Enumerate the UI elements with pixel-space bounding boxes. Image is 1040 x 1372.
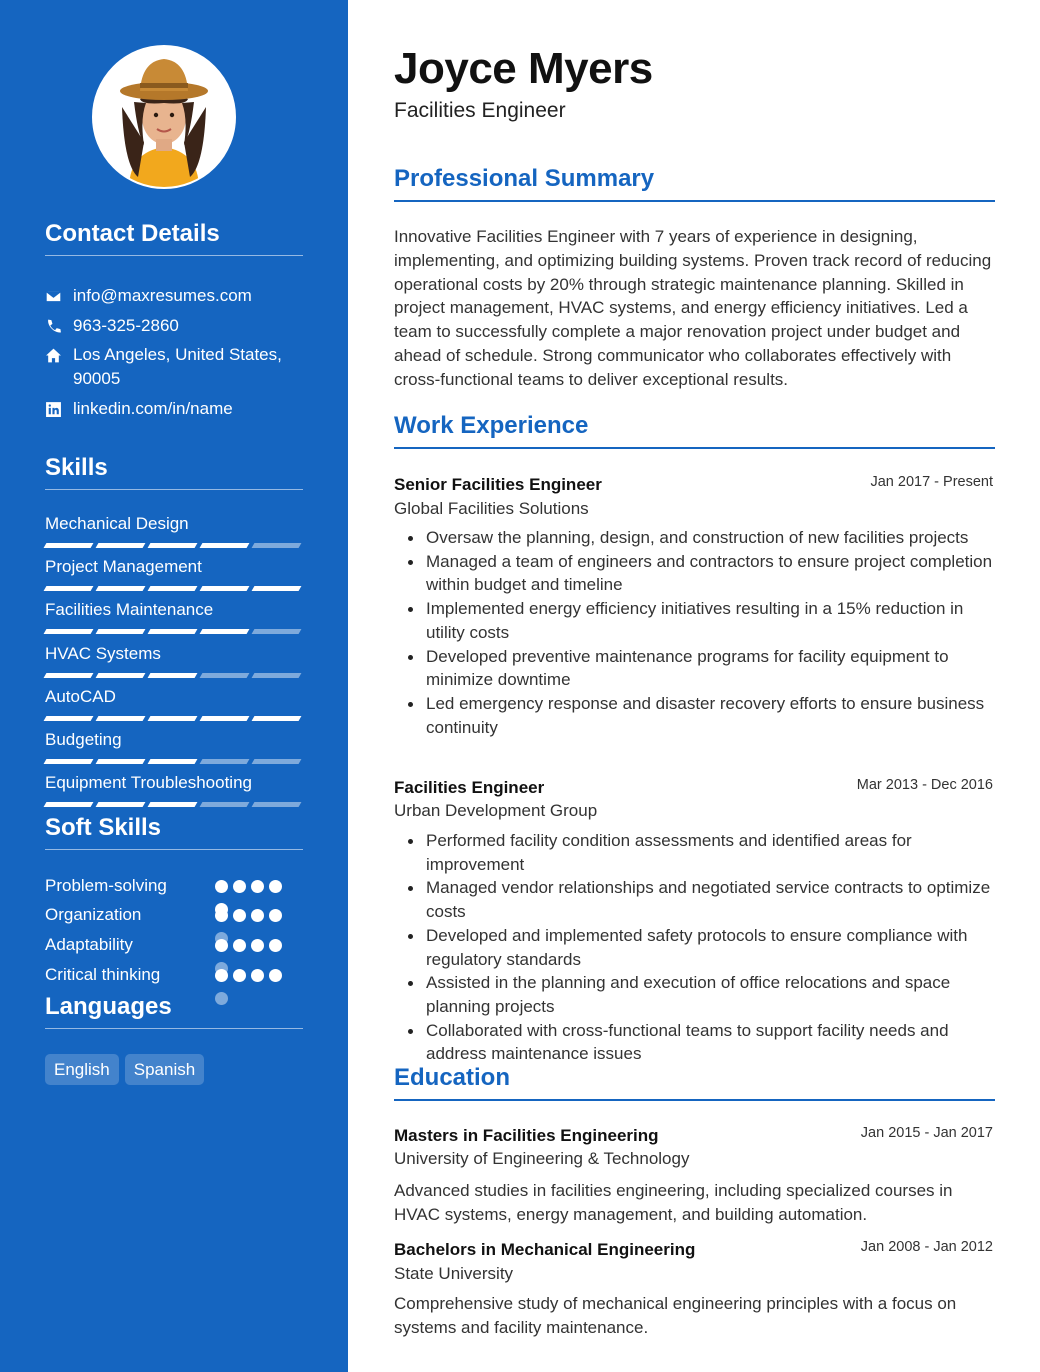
skill-level-segment [200,543,250,548]
summary-heading: Professional Summary [394,166,995,202]
skills-heading: Skills [45,455,303,490]
skill-level-segment [148,802,198,807]
sidebar [0,0,348,1372]
phone-icon [45,314,73,338]
skill-level-segment [148,759,198,764]
degree-description: Comprehensive study of mechanical engineering principles with a focus on systems and facility maintenance. [394,1294,957,1337]
contact-address-text: Los Angeles, United States, 90005 [73,345,282,388]
school-name: State University [394,1264,514,1283]
skill-item [45,729,303,764]
skill-level-segment [200,586,250,591]
list-item: Performed facility condition assessments and identified areas for improvement [394,829,995,876]
skill-level-segment [96,802,146,807]
soft-skill-name: Critical thinking [45,965,161,984]
job-bullets [394,526,995,739]
rating-dot [233,880,246,893]
skill-level-segment [96,629,146,634]
school-name: University of Engineering & Technology [394,1149,690,1168]
degree-dates: Jan 2008 - Jan 2012 [860,1239,993,1255]
rating-dot [269,880,282,893]
rating-dot [215,969,228,982]
skill-name: Project Management [45,557,202,576]
list-item: Implemented energy efficiency initiatives resulting in a 15% reduction in utility costs [394,597,995,644]
job-title: Facilities Engineer [394,778,545,797]
skill-level-segment [252,802,302,807]
home-icon [45,343,73,367]
skill-level-segment [96,673,146,678]
list-item: Developed preventive maintenance programs for facility equipment to minimize downtime [394,645,995,692]
rating-dot [269,939,282,952]
degree-dates: Jan 2015 - Jan 2017 [860,1125,993,1141]
skill-level-bar [45,586,303,591]
list-item: Developed and implemented safety protocols to ensure compliance with regulatory standards [394,924,995,971]
skill-level-segment [252,543,302,548]
skill-name: Mechanical Design [45,514,189,533]
rating-dot [251,909,264,922]
skill-level-bar [45,673,303,678]
list-item: Assisted in the planning and execution of office relocations and space planning projects [394,971,995,1018]
skill-level-segment [200,802,250,807]
list-item: Oversaw the planning, design, and construction of new facilities projects [394,526,995,550]
skill-item [45,513,303,548]
job-company: Global Facilities Solutions [394,499,589,518]
skill-level-bar [45,543,303,548]
soft-skill-name: Organization [45,905,142,924]
languages-heading: Languages [45,994,303,1029]
skill-item [45,599,303,634]
rating-dot [233,939,246,952]
skill-level-segment [200,673,250,678]
list-item: Managed vendor relationships and negotiated service contracts to optimize costs [394,876,995,923]
degree-description: Advanced studies in facilities engineering, including specialized courses in HVAC systems, energy management, and building automation. [394,1181,953,1224]
skill-level-segment [148,629,198,634]
skill-level-segment [148,586,198,591]
skill-level-segment [44,802,94,807]
profile-photo [94,47,234,187]
skill-level-segment [252,586,302,591]
soft-skill-name: Adaptability [45,935,133,954]
avatar [92,45,236,189]
job-title: Senior Facilities Engineer [394,475,602,494]
soft-skills-heading: Soft Skills [45,815,303,850]
skill-level-bar [45,802,303,807]
job-bullets [394,829,995,1066]
list-item: Led emergency response and disaster recovery efforts to ensure business continuity [394,692,995,739]
rating-dot [233,909,246,922]
rating-dot [269,969,282,982]
job-dates: Jan 2017 - Present [870,474,993,490]
contact-email-text: info@maxresumes.com [73,286,252,305]
skill-level-segment [44,543,94,548]
language-tag: Spanish [125,1054,204,1085]
skill-level-segment [148,716,198,721]
skill-level-segment [96,543,146,548]
skill-level-bar [45,716,303,721]
language-tag: English [45,1054,119,1085]
rating-dot [215,939,228,952]
soft-skill-item [45,874,303,898]
skill-item [45,772,303,807]
rating-dot [251,880,264,893]
soft-skill-item [45,903,303,927]
skill-level-segment [96,716,146,721]
rating-dot [215,880,228,893]
skill-item [45,686,303,721]
degree-title: Bachelors in Mechanical Engineering [394,1240,696,1259]
soft-skill-name: Problem-solving [45,876,167,895]
skill-level-segment [252,629,302,634]
degree-title: Masters in Facilities Engineering [394,1126,659,1145]
skill-name: Equipment Troubleshooting [45,773,252,792]
skill-level-segment [44,673,94,678]
skill-name: Facilities Maintenance [45,600,214,619]
rating-dot [215,909,228,922]
rating-dot [251,939,264,952]
contact-phone[interactable] [45,314,303,338]
skill-level-segment [252,673,302,678]
skill-level-segment [148,543,198,548]
skill-level-segment [200,716,250,721]
languages-list [45,1054,204,1085]
experience-heading: Work Experience [394,413,995,449]
skill-level-segment [200,759,250,764]
skill-level-segment [252,716,302,721]
skill-level-bar [45,759,303,764]
summary-text: Innovative Facilities Engineer with 7 years of experience in designing, implementing, and optimizing building systems. Proven track record of reducing operational costs by 20% through strategic maintenance planning. Skilled in project management, HVAC systems, and energy efficiency initiatives. Led a team to successfully complete a major renovation project under budget and ahead of schedule. Strong communicator who collaborates effectively with cross-functional teams to deliver exceptional results. [394,227,992,389]
skill-level-segment [44,716,94,721]
soft-skill-item [45,963,303,987]
skill-name: Budgeting [45,730,122,749]
rating-dot [251,969,264,982]
skill-name: HVAC Systems [45,644,161,663]
contact-heading: Contact Details [45,221,303,256]
candidate-name: Joyce Myers [394,44,653,93]
skill-level-segment [96,586,146,591]
skill-level-bar [45,629,303,634]
contact-email[interactable] [45,284,303,308]
contact-linkedin-text: linkedin.com/in/name [73,399,233,418]
skill-item [45,643,303,678]
contact-address [45,343,303,391]
soft-skill-item [45,933,303,957]
education-heading: Education [394,1065,995,1101]
skill-level-segment [44,586,94,591]
skill-level-segment [96,759,146,764]
skill-level-segment [44,759,94,764]
job-dates: Mar 2013 - Dec 2016 [856,777,993,793]
skill-item [45,556,303,591]
rating-dot [269,909,282,922]
skill-level-segment [252,759,302,764]
contact-phone-text: 963-325-2860 [73,316,179,335]
skill-level-segment [200,629,250,634]
linkedin-icon [45,397,73,421]
contact-linkedin[interactable] [45,397,303,421]
skill-level-segment [44,629,94,634]
list-item: Managed a team of engineers and contractors to ensure project completion within budget and timeline [394,550,995,597]
rating-dot [233,969,246,982]
list-item: Collaborated with cross-functional teams to support facility needs and address maintenance issues [394,1019,995,1066]
candidate-role: Facilities Engineer [394,99,566,122]
skill-name: AutoCAD [45,687,116,706]
envelope-icon [45,284,73,308]
job-company: Urban Development Group [394,801,598,820]
skill-level-segment [148,673,198,678]
